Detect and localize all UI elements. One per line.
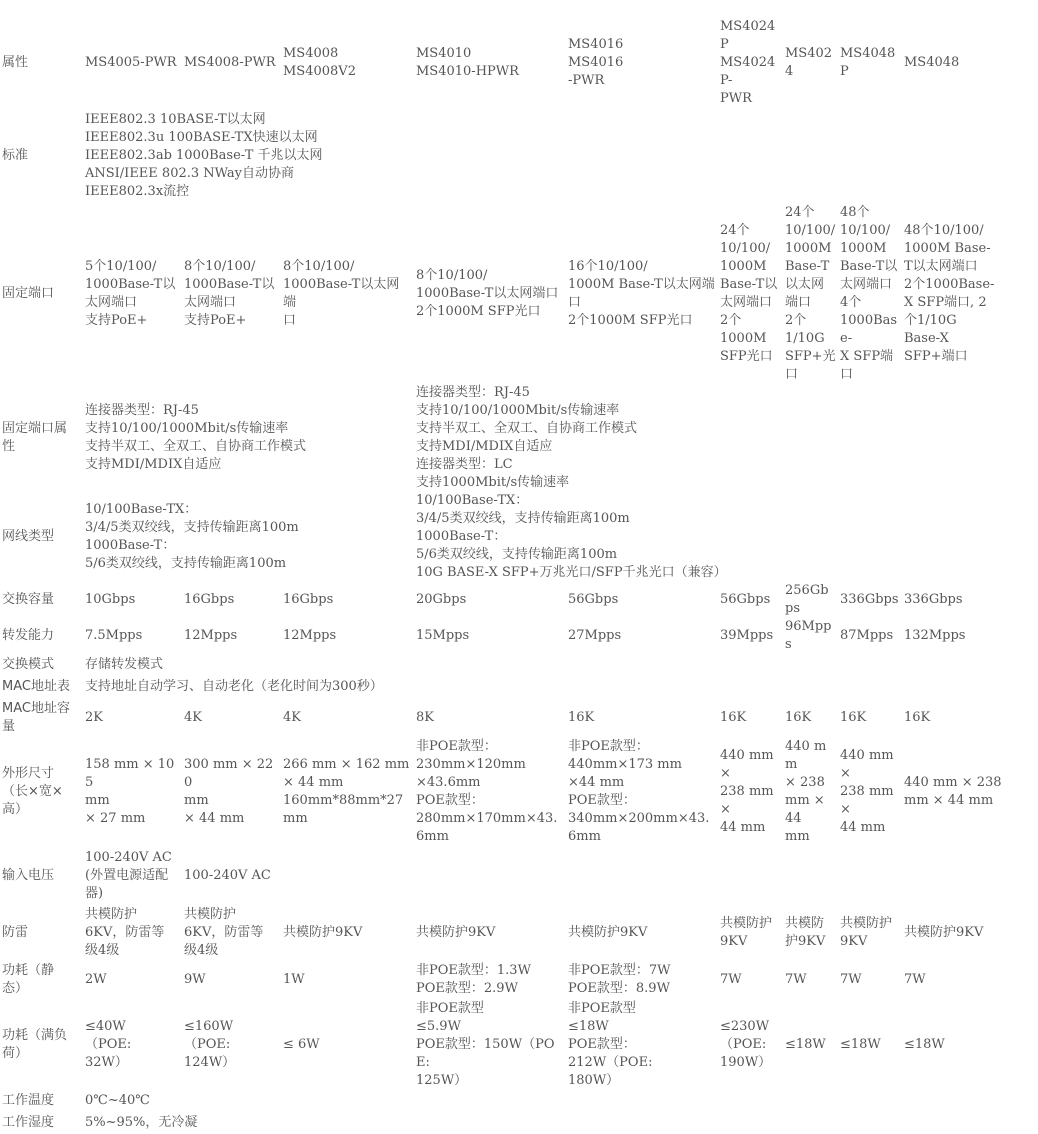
spec-cell: 16个10/100/ 1000M Base-T以太网端 口 2个1000M SFP光口 [568, 259, 715, 328]
row-label: 属性 [2, 55, 29, 70]
spec-cell: 336Gbps [904, 592, 963, 607]
spec-row [0, 1090, 1020, 1112]
spec-cell: 12Mpps [283, 628, 337, 643]
spec-table [0, 18, 1020, 1134]
spec-cell: 440 mm × 238 mm × 44 mm [785, 739, 827, 844]
spec-cell: 10Gbps [85, 592, 136, 607]
spec-cell: 39Mpps [720, 628, 774, 643]
spec-cell: 非POE款型 ≤5.9W POE款型：150W（POE: 125W） [416, 1001, 555, 1088]
spec-cell: MS4008 MS4008V2 [283, 46, 356, 79]
spec-cell: 8个10/100/ 1000Base-T以 太网端口 支持PoE+ [184, 259, 275, 328]
row-label: 网线类型 [2, 529, 55, 544]
spec-cell: 24个 10/100/ 1000M Base-T 以太网 端口 2个 1/10G SFP+光 口 [785, 205, 836, 382]
spec-cell: 4K [184, 710, 202, 725]
spec-cell: 共模防护 6KV，防雷等 级4级 [184, 907, 264, 958]
spec-cell: 16K [840, 710, 867, 725]
spec-cell: 7W [840, 972, 862, 987]
spec-cell: 24个 10/100/ 1000M Base-T以 太网端口 2个 1000M SFP光口 [720, 223, 778, 364]
spec-cell: 共模防护 9KV [720, 916, 773, 949]
spec-row [0, 1112, 1020, 1134]
spec-row [0, 384, 1020, 492]
spec-cell: 256Gbps [785, 583, 829, 616]
spec-cell: 7W [720, 972, 742, 987]
spec-row [0, 960, 1020, 1000]
row-label: 输入电压 [2, 868, 55, 883]
spec-cell: 连接器类型：RJ-45 支持10/100/1000Mbit/s传输速率 支持半双工、全双工、自协商工作模式 支持MDI/MDIX自适应 连接器类型：LC 支持1000Mbit/s传输速率 [416, 385, 638, 490]
spec-cell: 27Mpps [568, 628, 622, 643]
spec-cell [902, 846, 1020, 906]
spec-cell: ≤ 6W [283, 1037, 320, 1052]
spec-cell: 7W [785, 972, 807, 987]
spec-cell: 共模防护 6KV，防雷等 级4级 [85, 907, 165, 958]
spec-cell: 支持地址自动学习、自动老化（老化时间为300秒） [85, 679, 383, 694]
spec-row [0, 204, 1020, 384]
spec-cell: 87Mpps [840, 628, 894, 643]
spec-cell: 共模防 护9KV [785, 916, 826, 949]
spec-cell: 48个10/100/ 1000M Base- T以太网端口 2个1000Base- X SFP端口, 2 个1/10G Base-X SFP+端口 [904, 223, 995, 364]
spec-cell: 16K [568, 710, 595, 725]
spec-cell: 2W [85, 972, 107, 987]
spec-cell: 4K [283, 710, 301, 725]
spec-cell: 440 mm × 238 mm × 44 mm [904, 775, 1002, 808]
spec-cell: 5个10/100/ 1000Base-T以 太网端口 支持PoE+ [85, 259, 176, 328]
spec-cell: 2K [85, 710, 103, 725]
spec-cell: 8个10/100/ 1000Base-T以太网端口 2个1000M SFP光口 [416, 268, 559, 319]
spec-cell: MS4024P MS4024P- PWR [720, 19, 776, 106]
spec-cell: 158 mm × 105 mm × 27 mm [85, 757, 175, 826]
spec-cell: 0℃~40℃ [85, 1093, 150, 1108]
spec-cell: ≤230W （POE: 190W） [720, 1019, 772, 1070]
spec-row [0, 738, 1020, 846]
spec-row [0, 654, 1020, 676]
spec-cell [281, 846, 414, 906]
row-label: 外形尺寸 （长×宽× 高） [2, 766, 63, 817]
spec-cell [566, 846, 718, 906]
spec-cell [838, 846, 902, 906]
spec-row [0, 676, 1020, 698]
spec-cell: 12Mpps [184, 628, 238, 643]
spec-cell: 7.5Mpps [85, 628, 143, 643]
spec-cell: 56Gbps [568, 592, 619, 607]
spec-cell: 16K [720, 710, 747, 725]
spec-cell: MS4008-PWR [184, 55, 276, 70]
spec-cell: 300 mm × 220 mm × 44 mm [184, 757, 274, 826]
spec-table-body [0, 18, 1020, 1134]
spec-cell: 10/100Base-TX： 3/4/5类双绞线，支持传输距离100m 1000Base-T： 5/6类双绞线，支持传输距离100m 10G BASE-X SFP+万兆光口/SFP千兆光口（兼容） [416, 493, 727, 580]
spec-cell: 共模防护9KV [904, 925, 984, 940]
spec-cell: 5%~95%，无冷凝 [85, 1115, 198, 1130]
row-label: 标准 [2, 148, 29, 163]
spec-cell: 16K [904, 710, 931, 725]
spec-cell: 336Gbps [840, 592, 899, 607]
row-label: 防雷 [2, 925, 29, 940]
row-label: MAC地址表 [2, 679, 70, 694]
spec-row [0, 906, 1020, 960]
spec-cell: 存储转发模式 [85, 657, 164, 672]
spec-cell: 15Mpps [416, 628, 470, 643]
spec-cell: 连接器类型：RJ-45 支持10/100/1000Mbit/s传输速率 支持半双工、全双工、自协商工作模式 支持MDI/MDIX自适应 [85, 403, 307, 472]
spec-cell: 8K [416, 710, 434, 725]
row-label: 固定端口属 性 [2, 421, 68, 454]
spec-cell: IEEE802.3 10BASE-T以太网 IEEE802.3u 100BASE-TX快速以太网 IEEE802.3ab 1000Base-T 千兆以太网 ANSI/IEEE 802.3 NWay自动协商 IEEE802.3x流控 [85, 112, 323, 199]
spec-cell: ≤18W [904, 1037, 945, 1052]
spec-cell: ≤160W （POE: 124W） [184, 1019, 236, 1070]
spec-cell: 266 mm × 162 mm × 44 mm 160mm*88mm*27mm [283, 757, 410, 826]
spec-cell: 132Mpps [904, 628, 966, 643]
spec-row [0, 18, 1020, 108]
row-label: 功耗（静 态） [2, 963, 55, 996]
spec-cell: 10/100Base-TX： 3/4/5类双绞线，支持传输距离100m 1000Base-T： 5/6类双绞线，支持传输距离100m [85, 502, 299, 571]
spec-cell: 440 mm × 238 mm × 44 mm [720, 748, 774, 835]
spec-cell: 100-240V AC [184, 868, 271, 883]
spec-cell [718, 846, 783, 906]
row-label: 交换容量 [2, 592, 55, 607]
spec-cell: 440 mm × 238 mm × 44 mm [840, 748, 894, 835]
row-label: 功耗（满负 荷） [2, 1028, 68, 1061]
spec-cell: MS4048 [904, 55, 960, 70]
row-label: 交换模式 [2, 657, 55, 672]
spec-cell: 16Gbps [184, 592, 235, 607]
spec-cell: 8个10/100/ 1000Base-T以太网端 口 [283, 259, 400, 328]
spec-row [0, 846, 1020, 906]
row-label: 转发能力 [2, 628, 55, 643]
row-label: 工作湿度 [2, 1115, 55, 1130]
spec-cell: MS4010 MS4010-HPWR [416, 46, 519, 79]
spec-cell: 48个 10/100/ 1000M Base-T以 太网端口 4个 1000Base- X SFP端 口 [840, 205, 898, 382]
spec-cell: 1W [283, 972, 305, 987]
row-label: 工作温度 [2, 1093, 55, 1108]
spec-row [0, 492, 1020, 582]
spec-row [0, 582, 1020, 618]
spec-cell: 非POE款型 ≤18W POE款型： 212W（POE: 180W） [568, 1001, 653, 1088]
spec-cell: 100-240V AC (外置电源适配 器) [85, 850, 172, 901]
spec-cell: 16K [785, 710, 812, 725]
spec-cell: 非POE款型： 230mm×120mm ×43.6mm POE款型： 280mm×170mm×43.6mm [416, 739, 558, 844]
spec-cell [414, 846, 566, 906]
row-label: 固定端口 [2, 286, 55, 301]
spec-cell: MS4016 MS4016 -PWR [568, 37, 624, 88]
spec-cell: 7W [904, 972, 926, 987]
spec-cell: 共模防护9KV [283, 925, 363, 940]
row-label: MAC地址容 量 [2, 701, 70, 734]
spec-cell: 20Gbps [416, 592, 467, 607]
spec-cell: 非POE款型：1.3W POE款型：2.9W [416, 963, 531, 996]
spec-cell: ≤18W [840, 1037, 881, 1052]
spec-row [0, 698, 1020, 738]
spec-cell: 56Gbps [720, 592, 771, 607]
spec-cell: MS4048P [840, 46, 896, 79]
spec-cell: 共模防护9KV [416, 925, 496, 940]
spec-cell: 9W [184, 972, 206, 987]
spec-cell: 非POE款型：7W POE款型：8.9W [568, 963, 671, 996]
spec-row [0, 108, 1020, 204]
spec-cell: 16Gbps [283, 592, 334, 607]
spec-cell: 共模防护9KV [568, 925, 648, 940]
spec-cell: ≤18W [785, 1037, 826, 1052]
spec-cell: 非POE款型： 440mm×173 mm ×44 mm POE款型： 340mm×200mm×43.6mm [568, 739, 710, 844]
spec-cell: MS4005-PWR [85, 55, 177, 70]
spec-cell: 共模防护 9KV [840, 916, 893, 949]
spec-row [0, 618, 1020, 654]
spec-cell [783, 846, 838, 906]
spec-cell: ≤40W （POE: 32W） [85, 1019, 132, 1070]
spec-row [0, 1000, 1020, 1090]
spec-cell: MS4024 [785, 46, 833, 79]
spec-cell: 96Mpps [785, 619, 832, 652]
